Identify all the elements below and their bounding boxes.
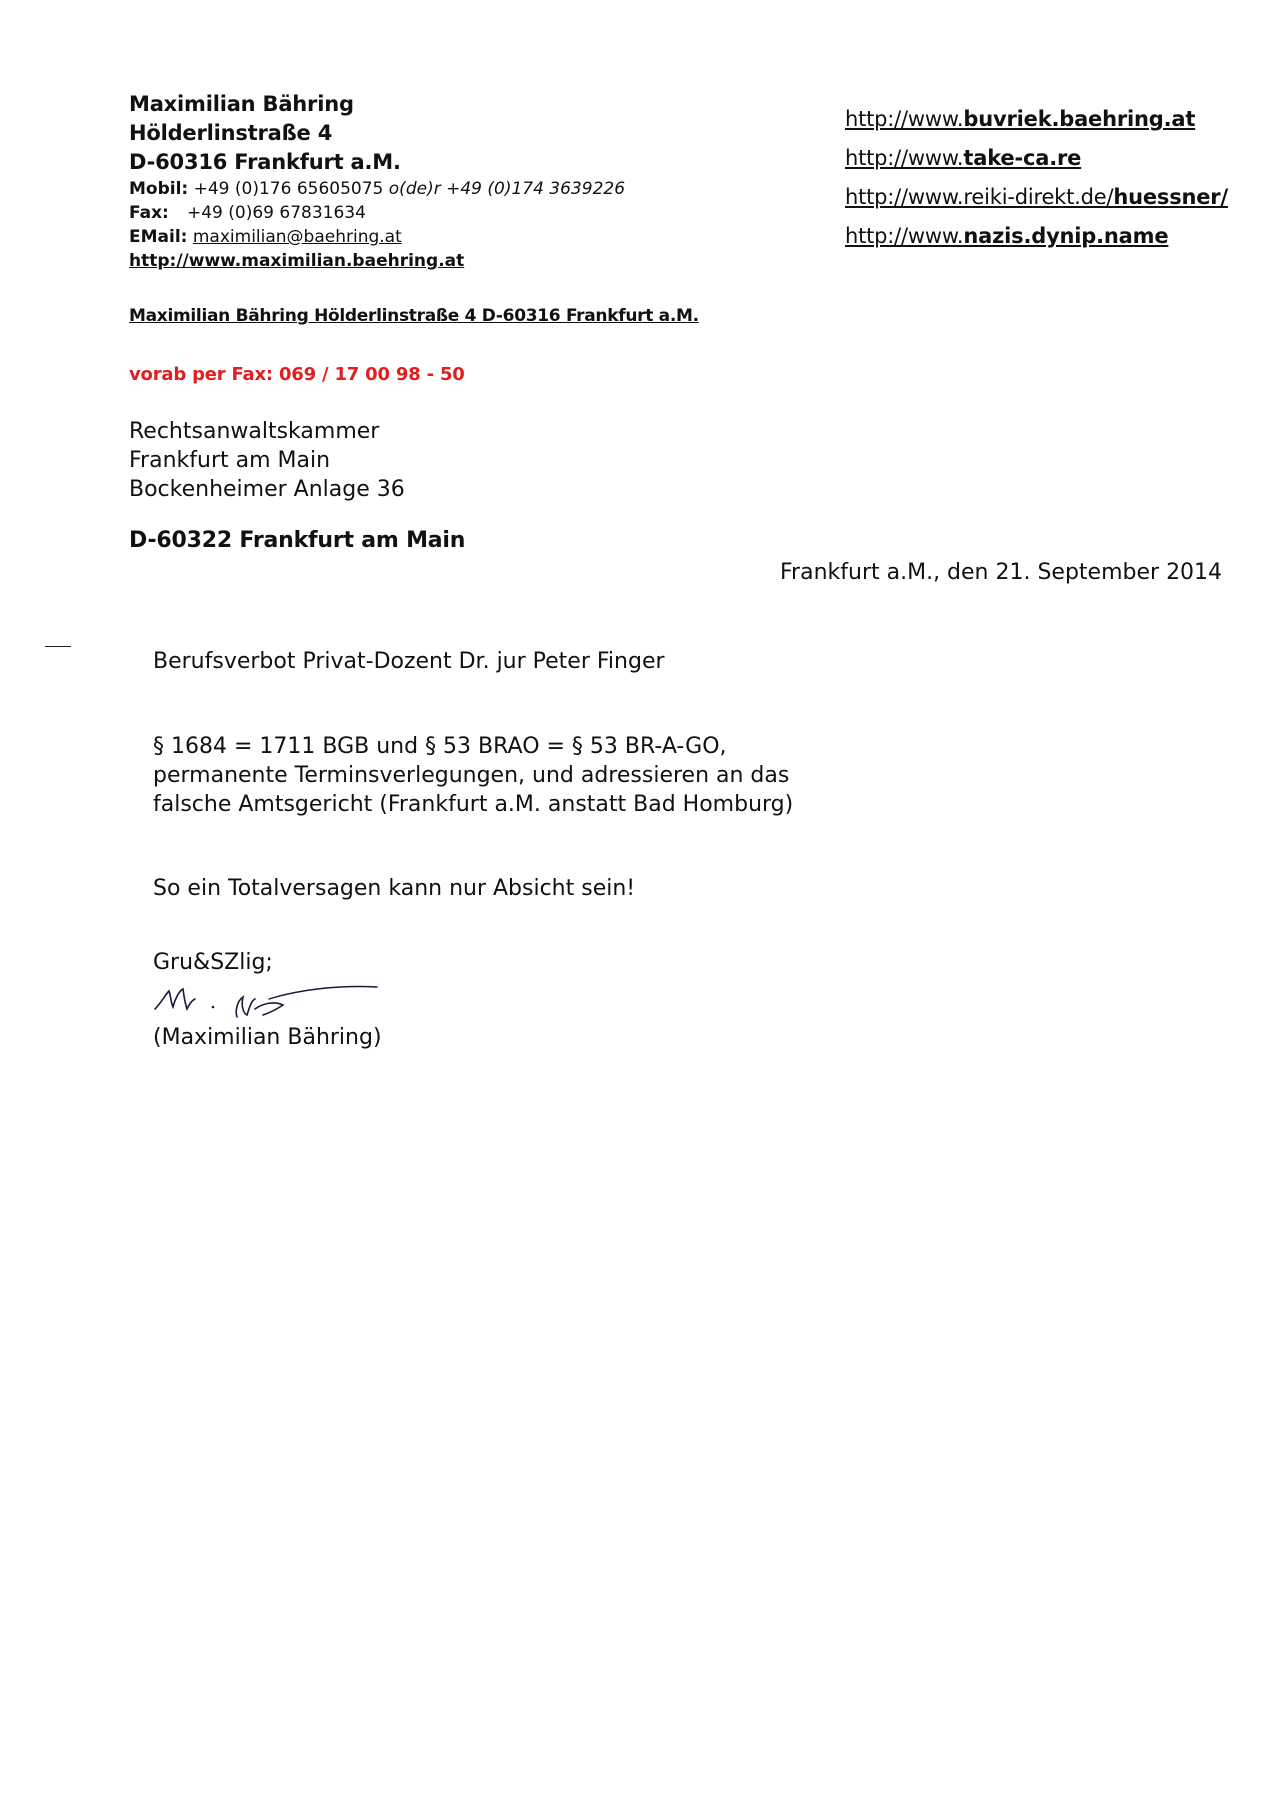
signature-name: (Maximilian Bähring) [153, 1025, 382, 1050]
url-link[interactable] [845, 100, 1265, 139]
url-prefix: http://www. [845, 107, 964, 131]
mobile-number: +49 (0)176 65605075 [193, 179, 384, 199]
url-link[interactable] [845, 139, 1265, 178]
statement-line: So ein Totalversagen kann nur Absicht sein! [153, 876, 636, 901]
return-address-line: Maximilian Bähring Hölderlinstraße 4 D-60316 Frankfurt a.M. [129, 306, 699, 326]
recipient-line1: Rechtsanwaltskammer [129, 419, 380, 444]
body-paragraph-line: permanente Terminsverlegungen, und adressieren an das [153, 763, 790, 788]
website-link[interactable]: http://www.maximilian.baehring.at [129, 251, 465, 271]
sender-mobile-line [129, 177, 729, 201]
email-link[interactable]: maximilian@baehring.at [192, 227, 402, 247]
fold-mark [45, 646, 71, 647]
sender-street: Hölderlinstraße 4 [129, 121, 333, 145]
greeting-line: Gru&SZlig; [153, 950, 273, 975]
sender-website-line [129, 249, 729, 273]
sender-fax-line [129, 201, 729, 225]
url-domain: nazis.dynip.name [963, 224, 1169, 248]
url-prefix: http://www. [845, 224, 964, 248]
url-domain: buvriek.baehring.at [963, 107, 1196, 131]
subject-line: Berufsverbot Privat-Dozent Dr. jur Peter Finger [153, 649, 665, 674]
recipient-line2: Frankfurt am Main [129, 448, 331, 473]
handwritten-signature [151, 979, 391, 1023]
letter-body [153, 647, 793, 1052]
fax-label: Fax: [129, 203, 169, 223]
sender-email-line [129, 225, 729, 249]
sender-city: D-60316 Frankfurt a.M. [129, 150, 401, 174]
recipient-line3: Bockenheimer Anlage 36 [129, 477, 405, 502]
fax-note: vorab per Fax: 069 / 17 00 98 - 50 [129, 364, 465, 385]
url-domain: take-ca.re [963, 146, 1082, 170]
body-paragraph-line: § 1684 = 1711 BGB und § 53 BRAO = § 53 BR-A-GO, [153, 734, 727, 759]
url-link[interactable] [845, 217, 1265, 256]
url-link[interactable] [845, 178, 1265, 217]
recipient-city: D-60322 Frankfurt am Main [129, 528, 466, 553]
sender-name: Maximilian Bähring [129, 92, 354, 116]
url-list [845, 100, 1265, 256]
mobile-alt-number: o(de)r +49 (0)174 3639226 [388, 179, 626, 199]
url-domain: huessner/ [1113, 185, 1228, 209]
sender-block [129, 90, 729, 273]
email-label: EMail: [129, 227, 188, 247]
fax-number: +49 (0)69 67831634 [187, 203, 366, 223]
url-prefix: http://www. [845, 146, 964, 170]
recipient-block [129, 417, 465, 555]
mobile-label: Mobil: [129, 179, 189, 199]
url-prefix: http://www.reiki-direkt.de/ [845, 185, 1114, 209]
body-paragraph-line: falsche Amtsgericht (Frankfurt a.M. anstatt Bad Homburg) [153, 792, 794, 817]
letter-date: Frankfurt a.M., den 21. September 2014 [780, 560, 1223, 585]
